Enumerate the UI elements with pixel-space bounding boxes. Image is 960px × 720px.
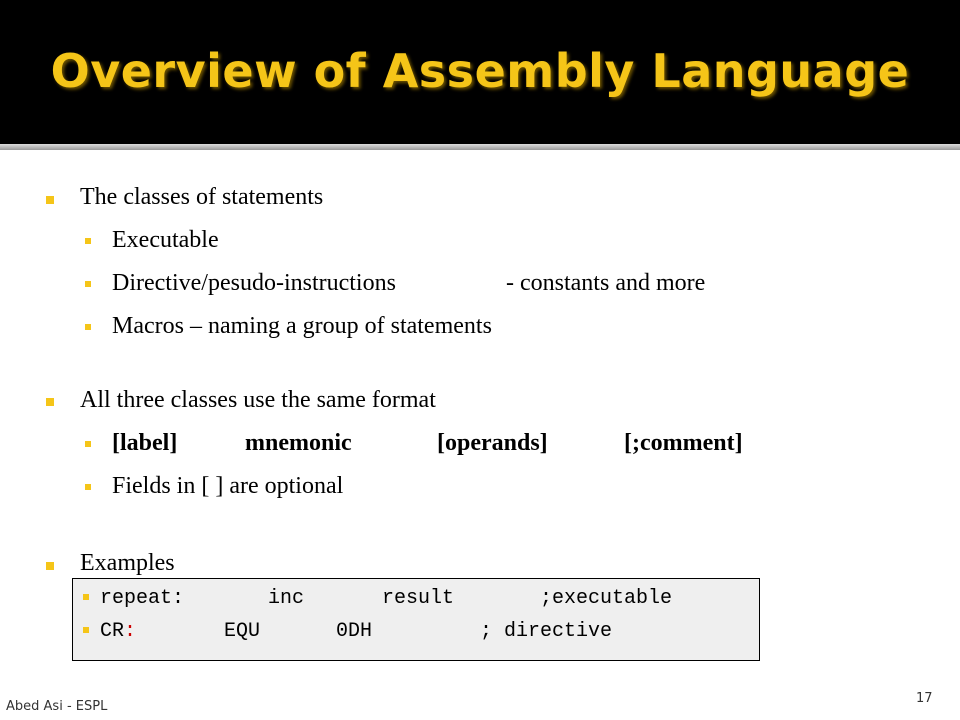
code-line-1 (100, 587, 184, 610)
sub-bullet-square-icon (85, 324, 91, 330)
bullet-optional-note: Fields in [ ] are optional (112, 473, 344, 499)
bullet-format-heading: All three classes use the same format (80, 387, 436, 413)
sub-bullet-square-icon (85, 281, 91, 287)
code-label: CR (100, 620, 125, 643)
sub-bullet-square-icon (85, 441, 91, 447)
bullet-executable: Executable (112, 227, 219, 253)
footer-author: Abed Asi - ESPL (6, 699, 108, 714)
code-label: repeat: (100, 587, 185, 610)
sub-bullet-square-icon (85, 484, 91, 490)
format-field-label: [label] (112, 430, 178, 456)
bullet-directive: Directive/pesudo-instructions (112, 270, 396, 296)
bullet-macros: Macros – naming a group of statements (112, 313, 492, 339)
code-arg-1: result (382, 587, 455, 610)
bullet-square-icon (46, 196, 54, 204)
format-field-mnemonic: mnemonic (245, 430, 352, 456)
bullet-directive-note: - constants and more (506, 270, 706, 296)
code-colon: : (124, 620, 137, 643)
title-underline (0, 144, 960, 150)
code-bullet-square-icon (83, 594, 89, 600)
code-op-1: inc (268, 587, 305, 610)
code-line-2 (100, 620, 136, 643)
page-number: 17 (916, 691, 933, 706)
slide-title: Overview of Assembly Language (50, 44, 910, 98)
bullet-examples-heading: Examples (80, 550, 175, 576)
format-field-operands: [operands] (437, 430, 548, 456)
bullet-square-icon (46, 398, 54, 406)
format-fields (112, 430, 792, 460)
code-comment-1: ;executable (540, 587, 673, 610)
bullet-square-icon (46, 562, 54, 570)
format-field-comment: [;comment] (624, 430, 743, 456)
sub-bullet-square-icon (85, 238, 91, 244)
code-comment-2: ; directive (480, 620, 613, 643)
code-arg-2: 0DH (336, 620, 373, 643)
bullet-classes-heading: The classes of statements (80, 184, 324, 210)
code-bullet-square-icon (83, 627, 89, 633)
code-op-2: EQU (224, 620, 261, 643)
